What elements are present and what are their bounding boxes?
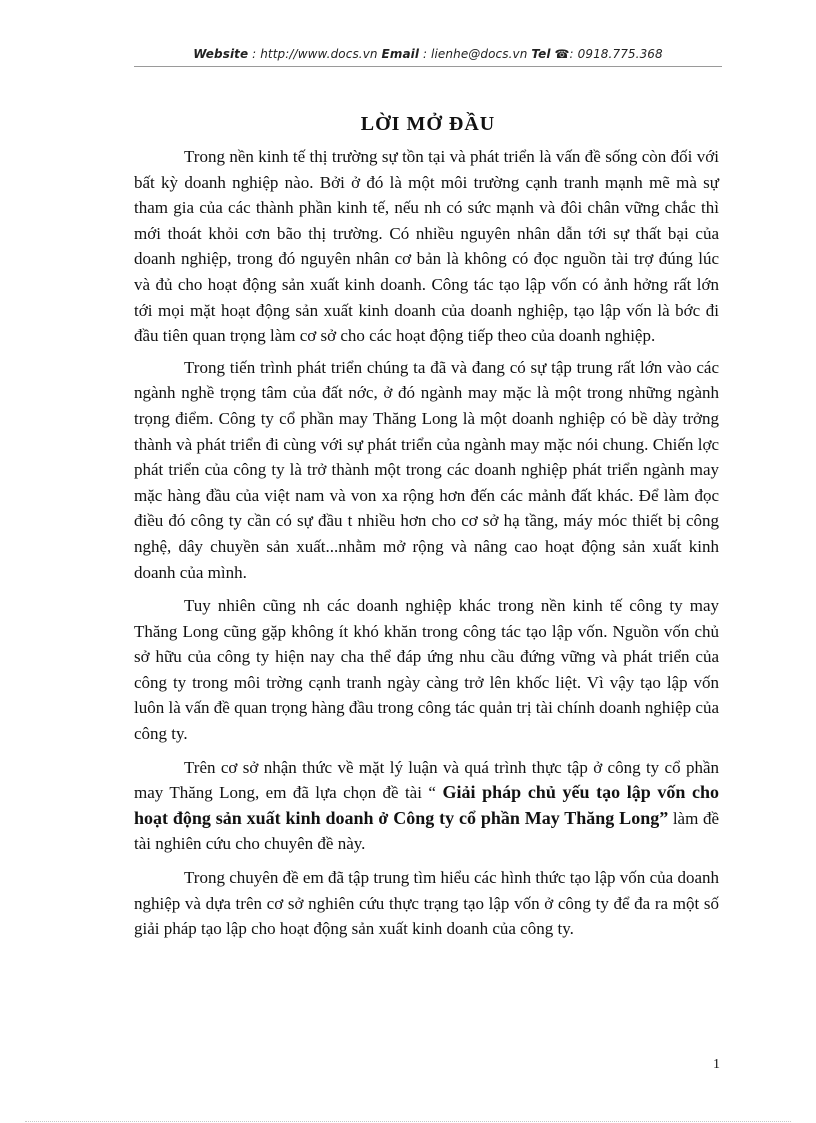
document-body	[134, 144, 719, 948]
topic-lead-text: Trên cơ sở nhận thức về mặt lý luận và quá trình thực tập ở công ty cổ phần may Thăng Long, em đã lựa chọn đề tài “	[134, 757, 719, 803]
paragraph-topic	[134, 755, 719, 857]
header-divider	[134, 66, 722, 67]
page-number: 1	[713, 1057, 720, 1072]
email-value: : lienhe@docs.vn	[423, 47, 528, 61]
topic-tail-text: làm đề tài nghiên cứu cho chuyên đề này.	[134, 808, 719, 854]
paragraph-closing: Trong chuyên đề em đã tập trung tìm hiểu các hình thức tạo lập vốn của doanh nghiệp và dựa trên cơ sở nghiên cứu thực trạng tạo lập vốn ở công ty để đa ra một số giải pháp tạo lập cho hoạt động sản xuất kinh doanh của công ty.	[134, 868, 719, 939]
topic-title: Giải pháp chủ yếu tạo lập vốn cho hoạt động sản xuất kinh doanh ở Công ty cổ phần May Thăng Long”	[134, 782, 720, 828]
page-header	[134, 47, 722, 61]
email-label: Email	[381, 47, 420, 61]
paragraph-development: Trong tiến trình phát triển chúng ta đã và đang có sự tập trung rất lớn vào các ngành nghề trọng tâm của đất nớc, ở đó ngành may mặc là một trong những ngành trọng điểm. Công ty cổ phần may Thăng Long là một doanh nghiệp có bề dày trởng thành và phát triển đi cùng với sự phát triển của ngành may mặc nói chung. Chiến lợc phát triển của công ty là trở thành một trong các doanh nghiệp phát triển ngành may mặc hàng đầu của việt nam và von xa rộng hơn đến các mảnh đất khác. Để làm đọc điều đó công ty cần có sự đầu t nhiều hơn cho cơ sở hạ tầng, máy móc thiết bị công nghệ, dây chuyền sản xuất...nhằm mở rộng và nâng cao hoạt động sản xuất kinh doanh của mình.	[134, 357, 719, 582]
footer-divider	[25, 1121, 791, 1122]
phone-icon: ☎	[554, 47, 570, 61]
page-title: LỜI MỞ ĐẦU	[360, 113, 496, 135]
tel-label: Tel	[531, 47, 551, 61]
tel-value: : 0918.775.368	[569, 47, 663, 61]
paragraph-intro: Trong nền kinh tế thị trường sự tồn tại và phát triển là vấn đề sống còn đối với bất kỳ doanh nghiệp nào. Bởi ở đó là một môi trường cạnh tranh mạnh mẽ mà sự tham gia của các thành phần kinh tế, nếu nh có sức mạnh và đôi chân vững chắc thì mới thoát khỏi cơn bão thị trường. Có nhiều nguyên nhân dẫn tới sự thất bại của doanh nghiệp, trong đó nguyên nhân cơ bản là không có đọc nguồn tài trợ đúng lúc và đủ cho hoạt động sản xuất kinh doanh. Công tác tạo lập vốn có ảnh hởng rất lớn tới mọi mặt hoạt động sản xuất kinh doanh của doanh nghiệp, tạo lập vốn là bớc đi đầu tiên quan trọng làm cơ sở cho các hoạt động tiếp theo của doanh nghiệp.	[134, 147, 719, 346]
paragraph-difficulties: Tuy nhiên cũng nh các doanh nghiệp khác trong nền kinh tế công ty may Thăng Long cũng gặp không ít khó khăn trong công tác tạo lập vốn. Nguồn vốn chủ sở hữu của công ty hiện nay cha thể đáp ứng nhu cầu đứng vững và phát triển của công ty trong môi trờng cạnh tranh ngày càng trở lên khốc liệt. Vì vậy tạo lập vốn luôn là vấn đề quan trọng hàng đầu trong công tác quản trị tài chính doanh nghiệp của công ty.	[134, 596, 719, 744]
website-value: : http://www.docs.vn	[252, 47, 378, 61]
website-label: Website	[193, 47, 249, 61]
